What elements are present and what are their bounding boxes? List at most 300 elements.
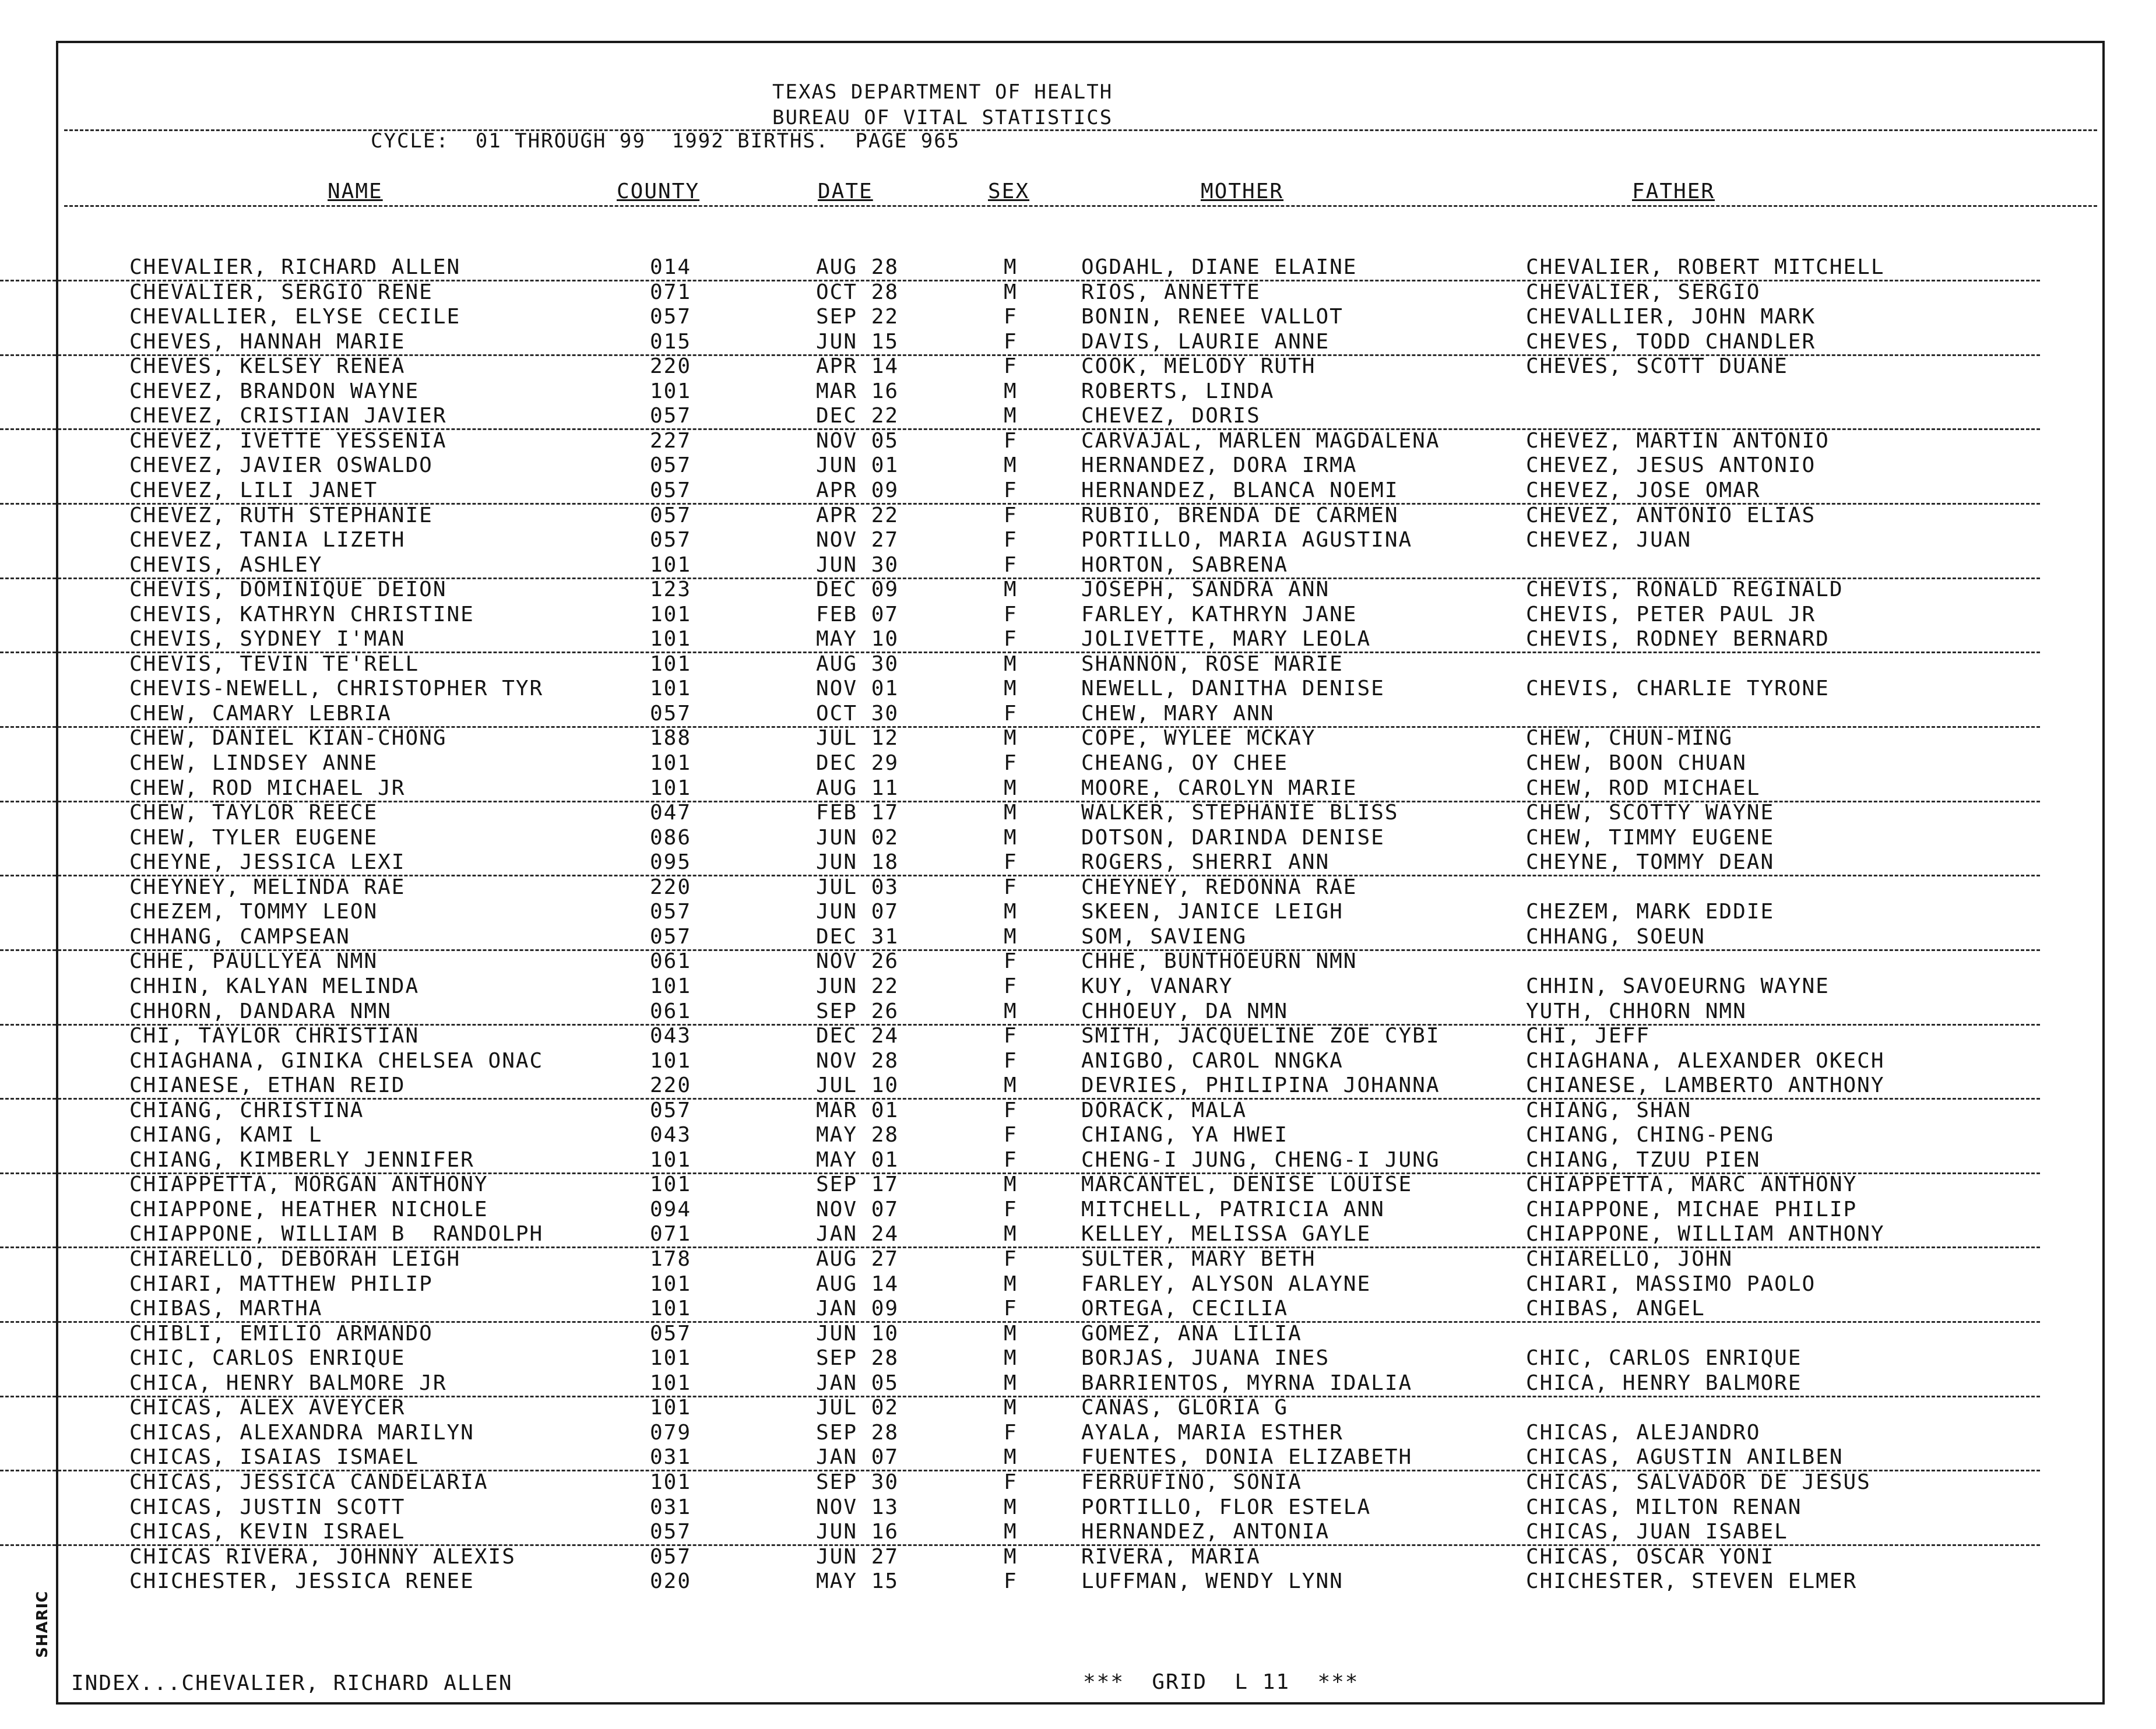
record-father: CHIARELLO, JOHN <box>1526 1247 1733 1271</box>
record-sex: F <box>1004 503 1018 527</box>
record-name: CHICA, HENRY BALMORE JR <box>129 1371 447 1395</box>
record-county: 061 <box>650 949 692 974</box>
record-date: NOV 05 <box>816 428 899 453</box>
bureau-title: BUREAU OF VITAL STATISTICS <box>772 106 1113 129</box>
record-mother: CHENG-I JUNG, CHENG-I JUNG <box>1081 1147 1440 1172</box>
record-father: CHICAS, MILTON RENAN <box>1526 1495 1802 1519</box>
record-mother: SHANNON, ROSE MARIE <box>1081 652 1343 676</box>
record-county: 014 <box>650 255 692 279</box>
record-sex: F <box>1004 329 1018 354</box>
record-date: JUL 02 <box>816 1396 899 1420</box>
record-name: CHEW, DANIEL KIAN-CHONG <box>129 726 447 751</box>
record-name: CHEVES, KELSEY RENEA <box>129 354 406 379</box>
record-name: CHIANG, KAMI L <box>129 1123 323 1147</box>
record-father: CHIAGHANA, ALEXANDER OKECH <box>1526 1048 1885 1073</box>
record-name: CHEVALLIER, ELYSE CECILE <box>129 305 461 329</box>
record-sex: F <box>1004 850 1018 875</box>
record-county: 101 <box>650 751 692 775</box>
record-mother: PORTILLO, MARIA AGUSTINA <box>1081 528 1413 552</box>
record-row <box>0 677 2040 701</box>
record-name: CHHIN, KALYAN MELINDA <box>129 974 420 998</box>
record-sex: M <box>1004 825 1018 850</box>
record-county: 094 <box>650 1197 692 1221</box>
record-father: CHEVIS, PETER PAUL JR <box>1526 602 1816 626</box>
record-mother: LUFFMAN, WENDY LYNN <box>1081 1569 1343 1594</box>
record-date: AUG 11 <box>816 776 899 800</box>
record-father: CHEYNE, TOMMY DEAN <box>1526 850 1775 875</box>
record-father: CHICAS, AGUSTIN ANILBEN <box>1526 1445 1844 1470</box>
record-father: CHEZEM, MARK EDDIE <box>1526 900 1775 924</box>
record-county: 071 <box>650 280 692 304</box>
record-date: NOV 07 <box>816 1197 899 1221</box>
record-father: CHEVIS, RONALD REGINALD <box>1526 577 1844 602</box>
record-mother: SULTER, MARY BETH <box>1081 1247 1316 1271</box>
record-sex: F <box>1004 1147 1018 1172</box>
record-mother: CARVAJAL, MARLEN MAGDALENA <box>1081 428 1440 453</box>
record-row <box>0 826 2040 850</box>
record-name: CHIANG, KIMBERLY JENNIFER <box>129 1147 474 1172</box>
record-county: 188 <box>650 726 692 751</box>
record-sex: M <box>1004 1495 1018 1519</box>
record-row <box>0 702 2040 728</box>
record-county: 057 <box>650 900 692 924</box>
record-date: AUG 27 <box>816 1247 899 1271</box>
record-father: CHEW, CHUN-MING <box>1526 726 1733 751</box>
record-mother: SOM, SAVIENG <box>1081 924 1247 949</box>
record-name: CHEVALIER, RICHARD ALLEN <box>129 255 461 279</box>
record-row <box>0 974 2040 999</box>
cycle-line: CYCLE: 01 THROUGH 99 1992 BIRTHS. PAGE 965 <box>371 129 961 153</box>
record-sex: M <box>1004 924 1018 949</box>
record-sex: F <box>1004 1024 1018 1048</box>
record-father: YUTH, CHHORN NMN <box>1526 999 1747 1023</box>
record-county: 101 <box>650 1172 692 1197</box>
record-date: JUN 22 <box>816 974 899 998</box>
record-county: 047 <box>650 801 692 825</box>
record-sex: F <box>1004 1098 1018 1122</box>
record-father: CHEVES, SCOTT DUANE <box>1526 354 1788 379</box>
record-county: 101 <box>650 652 692 676</box>
record-row <box>0 801 2040 825</box>
record-row <box>0 1024 2040 1048</box>
record-mother: RUBIO, BRENDA DE CARMEN <box>1081 503 1399 527</box>
record-sex: M <box>1004 1321 1018 1346</box>
record-row <box>0 503 2040 528</box>
record-date: AUG 28 <box>816 255 899 279</box>
record-sex: M <box>1004 1396 1018 1420</box>
record-name: CHEVEZ, TANIA LIZETH <box>129 528 406 552</box>
record-county: 101 <box>650 677 692 701</box>
record-name: CHICAS, ALEXANDRA MARILYN <box>129 1420 474 1445</box>
record-row <box>0 1495 2040 1520</box>
record-county: 057 <box>650 701 692 726</box>
record-date: JUN 27 <box>816 1544 899 1569</box>
record-mother: KUY, VANARY <box>1081 974 1233 998</box>
record-date: APR 09 <box>816 478 899 502</box>
record-name: CHEVIS, KATHRYN CHRISTINE <box>129 602 474 626</box>
record-father: CHHANG, SOEUN <box>1526 924 1705 949</box>
record-date: NOV 01 <box>816 677 899 701</box>
record-father: CHEVALLIER, JOHN MARK <box>1526 305 1816 329</box>
record-row <box>0 850 2040 876</box>
record-date: JUN 15 <box>816 329 899 354</box>
record-row <box>0 726 2040 751</box>
header-rule-1 <box>64 129 2097 131</box>
record-date: AUG 14 <box>816 1272 899 1296</box>
record-sex: F <box>1004 1048 1018 1073</box>
record-date: DEC 29 <box>816 751 899 775</box>
record-county: 101 <box>650 1297 692 1321</box>
record-mother: JOLIVETTE, MARY LEOLA <box>1081 627 1371 652</box>
record-father: CHI, JEFF <box>1526 1024 1651 1048</box>
record-sex: F <box>1004 478 1018 502</box>
record-date: DEC 24 <box>816 1024 899 1048</box>
record-name: CHEVEZ, IVETTE YESSENIA <box>129 428 447 453</box>
record-father: CHEVEZ, ANTONIO ELIAS <box>1526 503 1816 527</box>
record-name: CHIBAS, MARTHA <box>129 1297 323 1321</box>
header-rule-2 <box>64 205 2097 207</box>
record-row <box>0 553 2040 579</box>
record-father: CHIARI, MASSIMO PAOLO <box>1526 1272 1816 1296</box>
record-sex: M <box>1004 1073 1018 1098</box>
record-row <box>0 1148 2040 1174</box>
record-sex: M <box>1004 900 1018 924</box>
record-name: CHICAS, JESSICA CANDELARIA <box>129 1470 488 1494</box>
record-father: CHEVALIER, SERGIO <box>1526 280 1761 304</box>
record-date: MAY 01 <box>816 1147 899 1172</box>
record-county: 057 <box>650 528 692 552</box>
record-county: 101 <box>650 1272 692 1296</box>
record-name: CHEZEM, TOMMY LEON <box>129 900 378 924</box>
record-county: 095 <box>650 850 692 875</box>
record-date: JUN 01 <box>816 453 899 478</box>
record-father: CHHIN, SAVOEURNG WAYNE <box>1526 974 1830 998</box>
record-mother: KELLEY, MELISSA GAYLE <box>1081 1222 1371 1246</box>
record-sex: F <box>1004 1297 1018 1321</box>
record-mother: MOORE, CAROLYN MARIE <box>1081 776 1357 800</box>
record-county: 101 <box>650 1371 692 1395</box>
record-sex: F <box>1004 627 1018 652</box>
record-father: CHEVES, TODD CHANDLER <box>1526 329 1816 354</box>
record-date: AUG 30 <box>816 652 899 676</box>
record-county: 178 <box>650 1247 692 1271</box>
record-row <box>0 330 2040 356</box>
record-sex: M <box>1004 801 1018 825</box>
record-name: CHEVIS-NEWELL, CHRISTOPHER TYR <box>129 677 544 701</box>
record-row <box>0 577 2040 602</box>
record-county: 220 <box>650 354 692 379</box>
record-mother: RIVERA, MARIA <box>1081 1544 1261 1569</box>
record-county: 101 <box>650 379 692 403</box>
record-county: 057 <box>650 924 692 949</box>
record-row <box>0 1222 2040 1248</box>
record-date: JUN 30 <box>816 552 899 577</box>
record-date: JUL 03 <box>816 875 899 899</box>
record-father: CHEVEZ, JOSE OMAR <box>1526 478 1761 502</box>
record-row <box>0 1198 2040 1222</box>
record-name: CHEVEZ, JAVIER OSWALDO <box>129 453 433 478</box>
record-sex: M <box>1004 453 1018 478</box>
record-mother: DAVIS, LAURIE ANNE <box>1081 329 1330 354</box>
record-date: SEP 30 <box>816 1470 899 1494</box>
record-mother: MARCANTEL, DENISE LOUISE <box>1081 1172 1413 1197</box>
record-row <box>0 1049 2040 1073</box>
record-mother: DOTSON, DARINDA DENISE <box>1081 825 1385 850</box>
record-sex: M <box>1004 776 1018 800</box>
record-date: DEC 09 <box>816 577 899 602</box>
record-county: 101 <box>650 1048 692 1073</box>
record-father: CHEW, SCOTTY WAYNE <box>1526 801 1775 825</box>
record-row <box>0 255 2040 281</box>
record-mother: DORACK, MALA <box>1081 1098 1247 1122</box>
record-sex: M <box>1004 652 1018 676</box>
record-father: CHEW, BOON CHUAN <box>1526 751 1747 775</box>
record-sex: F <box>1004 1197 1018 1221</box>
column-header-date: DATE <box>818 179 873 203</box>
record-sex: M <box>1004 280 1018 304</box>
record-sex: F <box>1004 1420 1018 1445</box>
record-row <box>0 1098 2040 1123</box>
record-date: APR 22 <box>816 503 899 527</box>
record-sex: M <box>1004 726 1018 751</box>
record-mother: AYALA, MARIA ESTHER <box>1081 1420 1343 1445</box>
record-row <box>0 1297 2040 1323</box>
record-sex: F <box>1004 354 1018 379</box>
record-name: CHIANG, CHRISTINA <box>129 1098 364 1122</box>
record-name: CHEYNE, JESSICA LEXI <box>129 850 406 875</box>
record-name: CHEVIS, SYDNEY I'MAN <box>129 627 406 652</box>
record-date: NOV 28 <box>816 1048 899 1073</box>
record-mother: CHEVEZ, DORIS <box>1081 404 1261 428</box>
record-sex: M <box>1004 1371 1018 1395</box>
record-row <box>0 1520 2040 1546</box>
record-row <box>0 1371 2040 1397</box>
record-father: CHEVEZ, MARTIN ANTONIO <box>1526 428 1830 453</box>
record-date: NOV 27 <box>816 528 899 552</box>
record-father: CHICA, HENRY BALMORE <box>1526 1371 1802 1395</box>
record-father: CHEW, TIMMY EUGENE <box>1526 825 1775 850</box>
record-name: CHEW, CAMARY LEBRIA <box>129 701 392 726</box>
record-sex: F <box>1004 974 1018 998</box>
record-county: 101 <box>650 974 692 998</box>
record-county: 015 <box>650 329 692 354</box>
record-sex: F <box>1004 751 1018 775</box>
record-name: CHI, TAYLOR CHRISTIAN <box>129 1024 420 1048</box>
record-county: 057 <box>650 1321 692 1346</box>
grid-line: *** GRID L 11 *** <box>1083 1670 1359 1694</box>
record-father: CHIAPPONE, WILLIAM ANTHONY <box>1526 1222 1885 1246</box>
record-father: CHEVIS, CHARLIE TYRONE <box>1526 677 1830 701</box>
record-row <box>0 528 2040 552</box>
record-name: CHEW, LINDSEY ANNE <box>129 751 378 775</box>
record-name: CHIAPPONE, HEATHER NICHOLE <box>129 1197 488 1221</box>
record-name: CHEYNEY, MELINDA RAE <box>129 875 406 899</box>
record-mother: HERNANDEZ, BLANCA NOEMI <box>1081 478 1399 502</box>
record-name: CHEVES, HANNAH MARIE <box>129 329 406 354</box>
record-name: CHEVIS, TEVIN TE'RELL <box>129 652 420 676</box>
record-father: CHICAS, OSCAR YONI <box>1526 1544 1775 1569</box>
record-row <box>0 379 2040 404</box>
record-date: SEP 22 <box>816 305 899 329</box>
record-mother: CHEYNEY, REDONNA RAE <box>1081 875 1357 899</box>
record-date: JUN 18 <box>816 850 899 875</box>
record-county: 057 <box>650 503 692 527</box>
record-county: 043 <box>650 1024 692 1048</box>
record-county: 101 <box>650 627 692 652</box>
record-father: CHIANG, CHING-PENG <box>1526 1123 1775 1147</box>
record-mother: DEVRIES, PHILIPINA JOHANNA <box>1081 1073 1440 1098</box>
record-father: CHIANESE, LAMBERTO ANTHONY <box>1526 1073 1885 1098</box>
record-row <box>0 429 2040 453</box>
record-father: CHICHESTER, STEVEN ELMER <box>1526 1569 1858 1594</box>
record-name: CHHANG, CAMPSEAN <box>129 924 350 949</box>
record-mother: ANIGBO, CAROL NNGKA <box>1081 1048 1343 1073</box>
record-sex: F <box>1004 1247 1018 1271</box>
record-county: 061 <box>650 999 692 1023</box>
record-father: CHIAPPETTA, MARC ANTHONY <box>1526 1172 1858 1197</box>
record-mother: BARRIENTOS, MYRNA IDALIA <box>1081 1371 1413 1395</box>
record-name: CHEVEZ, CRISTIAN JAVIER <box>129 404 447 428</box>
record-date: JUN 10 <box>816 1321 899 1346</box>
record-county: 123 <box>650 577 692 602</box>
record-date: OCT 30 <box>816 701 899 726</box>
record-name: CHICHESTER, JESSICA RENEE <box>129 1569 474 1594</box>
record-county: 101 <box>650 1470 692 1494</box>
record-name: CHIANESE, ETHAN REID <box>129 1073 406 1098</box>
record-county: 057 <box>650 1544 692 1569</box>
record-row <box>0 280 2040 305</box>
record-father: CHIBAS, ANGEL <box>1526 1297 1705 1321</box>
record-name: CHICAS, KEVIN ISRAEL <box>129 1520 406 1544</box>
record-mother: ORTEGA, CECILIA <box>1081 1297 1289 1321</box>
record-county: 043 <box>650 1123 692 1147</box>
record-sex: M <box>1004 404 1018 428</box>
record-name: CHEW, TAYLOR REECE <box>129 801 378 825</box>
record-name: CHIAPPETTA, MORGAN ANTHONY <box>129 1172 488 1197</box>
column-header-name: NAME <box>328 179 383 203</box>
record-father: CHICAS, SALVADOR DE JESUS <box>1526 1470 1871 1494</box>
record-father: CHEVALIER, ROBERT MITCHELL <box>1526 255 1885 279</box>
index-line: INDEX...CHEVALIER, RICHARD ALLEN <box>71 1671 513 1695</box>
record-name: CHIAGHANA, GINIKA CHELSEA ONAC <box>129 1048 544 1073</box>
record-date: SEP 26 <box>816 999 899 1023</box>
record-date: MAY 10 <box>816 627 899 652</box>
column-header-county: COUNTY <box>617 179 700 203</box>
record-row <box>0 751 2040 776</box>
record-name: CHIAPPONE, WILLIAM B RANDOLPH <box>129 1222 544 1246</box>
record-sex: F <box>1004 602 1018 626</box>
record-sex: M <box>1004 677 1018 701</box>
record-mother: CHHOEUY, DA NMN <box>1081 999 1289 1023</box>
record-row <box>0 1396 2040 1420</box>
record-row <box>0 1123 2040 1147</box>
record-county: 057 <box>650 478 692 502</box>
record-name: CHIC, CARLOS ENRIQUE <box>129 1346 406 1371</box>
record-sex: F <box>1004 1123 1018 1147</box>
record-name: CHICAS, ISAIAS ISMAEL <box>129 1445 420 1470</box>
record-sex: F <box>1004 305 1018 329</box>
record-father: CHIAPPONE, MICHAE PHILIP <box>1526 1197 1858 1221</box>
column-header-sex: SEX <box>988 179 1030 203</box>
record-sex: M <box>1004 1172 1018 1197</box>
record-mother: CHIANG, YA HWEI <box>1081 1123 1289 1147</box>
record-name: CHEVEZ, BRANDON WAYNE <box>129 379 420 403</box>
record-row <box>0 652 2040 677</box>
record-sex: F <box>1004 428 1018 453</box>
record-mother: FUENTES, DONIA ELIZABETH <box>1081 1445 1413 1470</box>
record-name: CHICAS, ALEX AVEYCER <box>129 1396 406 1420</box>
record-name: CHHE, PAULLYEA NMN <box>129 949 378 974</box>
record-row <box>0 1470 2040 1495</box>
record-date: JUN 02 <box>816 825 899 850</box>
record-father: CHIANG, TZUU PIEN <box>1526 1147 1761 1172</box>
record-date: OCT 28 <box>816 280 899 304</box>
record-sex: F <box>1004 1569 1018 1594</box>
record-date: APR 14 <box>816 354 899 379</box>
record-mother: OGDAHL, DIANE ELAINE <box>1081 255 1357 279</box>
record-row <box>0 453 2040 478</box>
record-mother: GOMEZ, ANA LILIA <box>1081 1321 1302 1346</box>
record-row <box>0 305 2040 329</box>
record-row <box>0 603 2040 627</box>
record-row <box>0 900 2040 924</box>
record-row <box>0 1172 2040 1197</box>
record-date: FEB 17 <box>816 801 899 825</box>
record-mother: HERNANDEZ, ANTONIA <box>1081 1520 1330 1544</box>
record-sex: F <box>1004 949 1018 974</box>
record-row <box>0 949 2040 974</box>
record-name: CHEVEZ, RUTH STEPHANIE <box>129 503 433 527</box>
record-mother: WALKER, STEPHANIE BLISS <box>1081 801 1399 825</box>
record-date: JUL 12 <box>816 726 899 751</box>
record-name: CHEVALIER, SERGIO RENE <box>129 280 433 304</box>
record-row <box>0 1545 2040 1569</box>
record-sex: M <box>1004 1272 1018 1296</box>
record-sex: F <box>1004 552 1018 577</box>
record-date: JAN 07 <box>816 1445 899 1470</box>
record-county: 101 <box>650 552 692 577</box>
record-mother: SKEEN, JANICE LEIGH <box>1081 900 1343 924</box>
record-date: NOV 13 <box>816 1495 899 1519</box>
record-sex: M <box>1004 577 1018 602</box>
record-father: CHEVIS, RODNEY BERNARD <box>1526 627 1830 652</box>
record-county: 101 <box>650 602 692 626</box>
record-row <box>0 1445 2040 1471</box>
record-date: DEC 22 <box>816 404 899 428</box>
record-mother: CHHE, BUNTHOEURN NMN <box>1081 949 1357 974</box>
record-date: MAY 28 <box>816 1123 899 1147</box>
record-mother: FARLEY, ALYSON ALAYNE <box>1081 1272 1371 1296</box>
record-father: CHIC, CARLOS ENRIQUE <box>1526 1346 1802 1371</box>
record-mother: ROGERS, SHERRI ANN <box>1081 850 1330 875</box>
record-name: CHHORN, DANDARA NMN <box>129 999 392 1023</box>
record-name: CHIARI, MATTHEW PHILIP <box>129 1272 433 1296</box>
record-county: 101 <box>650 776 692 800</box>
record-mother: CANAS, GLORIA G <box>1081 1396 1289 1420</box>
record-name: CHEW, TYLER EUGENE <box>129 825 378 850</box>
record-county: 079 <box>650 1420 692 1445</box>
column-header-mother: MOTHER <box>1201 179 1284 203</box>
record-sex: M <box>1004 999 1018 1023</box>
record-date: SEP 28 <box>816 1420 899 1445</box>
record-date: SEP 28 <box>816 1346 899 1371</box>
record-mother: NEWELL, DANITHA DENISE <box>1081 677 1385 701</box>
record-date: JAN 05 <box>816 1371 899 1395</box>
record-date: JUN 16 <box>816 1520 899 1544</box>
record-name: CHICAS RIVERA, JOHNNY ALEXIS <box>129 1544 516 1569</box>
record-mother: SMITH, JACQUELINE ZOE CYBI <box>1081 1024 1440 1048</box>
record-mother: BORJAS, JUANA INES <box>1081 1346 1330 1371</box>
